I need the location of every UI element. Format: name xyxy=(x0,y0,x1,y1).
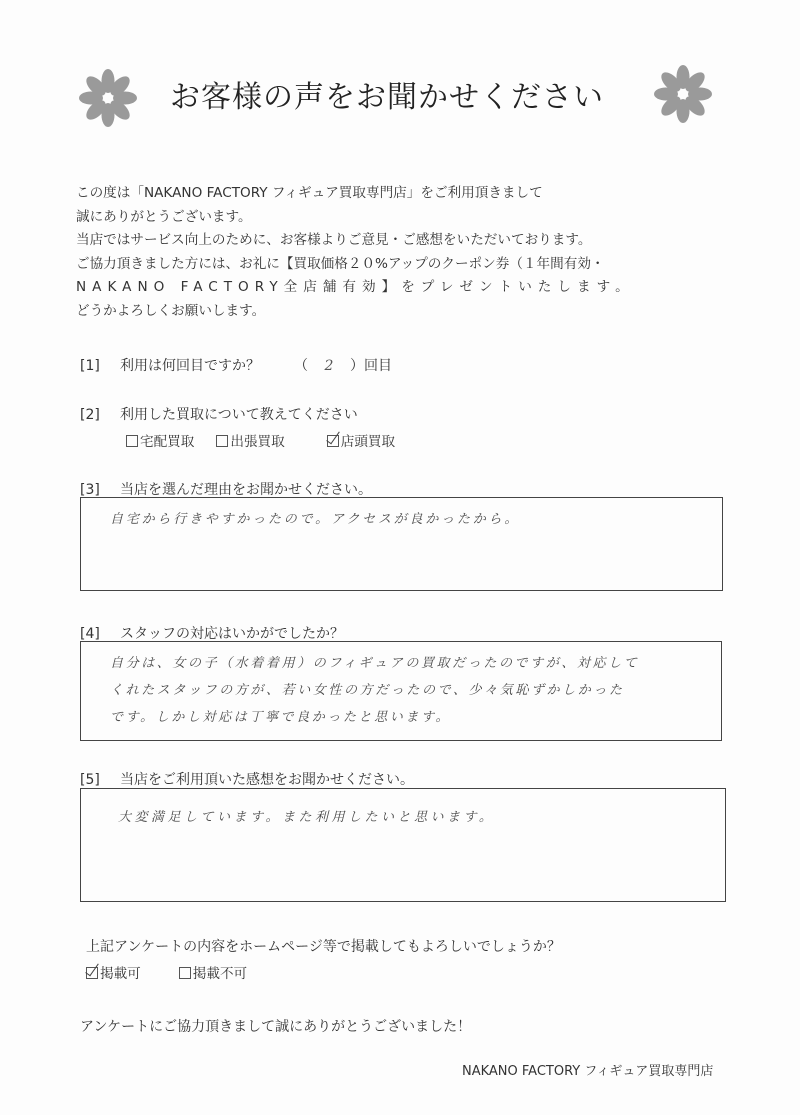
option-label: 店頭買取 xyxy=(340,434,396,450)
checkbox-checked[interactable] xyxy=(327,435,339,447)
visit-count-value[interactable]: 2 xyxy=(324,358,334,374)
question-label: 当店を選んだ理由をお聞かせください。 xyxy=(120,482,372,498)
question-5 xyxy=(80,769,414,789)
question-number: [4] xyxy=(80,626,100,642)
thanks-message: アンケートにご協力頂きまして誠にありがとうございました！ xyxy=(80,1019,472,1035)
intro-line: 誠にありがとうございます。 xyxy=(76,208,252,225)
question-label: 利用した買取について教えてください xyxy=(120,407,358,423)
checkbox-checked[interactable] xyxy=(86,967,98,979)
intro-text xyxy=(76,182,635,323)
option-label: 出張買取 xyxy=(230,434,285,450)
answer-line: です。しかし対応は丁寧で良かったと思います。 xyxy=(110,710,452,725)
option-label: 掲載不可 xyxy=(192,966,248,982)
option-allow[interactable] xyxy=(86,962,141,982)
option-delivery[interactable] xyxy=(126,430,194,450)
handwritten-answer xyxy=(110,650,639,731)
question-number: [3] xyxy=(80,482,100,498)
checkbox[interactable] xyxy=(216,435,228,447)
paren-close: ）回目 xyxy=(350,358,392,374)
option-store[interactable] xyxy=(327,430,395,450)
question-label: 当店をご利用頂いた感想をお聞かせください。 xyxy=(120,772,414,788)
question-4 xyxy=(80,623,344,643)
question-label: 利用は何回目ですか？ xyxy=(120,358,260,374)
question-number: [2] xyxy=(80,407,100,423)
page-title: お客様の声をお聞かせください xyxy=(170,80,604,115)
question-2 xyxy=(80,404,358,424)
purchase-type-options xyxy=(126,430,395,450)
question-number: [1] xyxy=(80,358,100,374)
checkbox[interactable] xyxy=(179,967,191,979)
paren-open: （ xyxy=(294,358,308,374)
intro-line: どうかよろしくお願いします。 xyxy=(76,302,266,319)
question-label: スタッフの対応はいかがでしたか？ xyxy=(120,626,344,642)
permission-question: 上記アンケートの内容をホームページ等で掲載してもよろしいでしょうか？ xyxy=(86,939,561,955)
flower-icon xyxy=(76,66,140,130)
footer-shop-name: NAKANO FACTORY フィギュア買取専門店 xyxy=(462,1064,714,1079)
question-number: [5] xyxy=(80,772,100,788)
option-label: 掲載可 xyxy=(100,966,141,982)
option-visit[interactable] xyxy=(216,430,284,450)
intro-line: 当店ではサービス向上のために、お客様よりご意見・ご感想をいただいております。 xyxy=(76,232,592,248)
intro-line: NAKANO FACTORY全店舗有効】をプレゼントいたします。 xyxy=(76,279,635,295)
option-label: 宅配買取 xyxy=(140,434,195,450)
answer-line: 自分は、女の子（水着着用）のフィギュアの買取だったのですが、対応して xyxy=(110,656,640,671)
intro-line: ご協力頂きました方には、お礼に【買取価格２０%アップのクーポン券（１年間有効・ xyxy=(76,255,605,272)
flower-icon xyxy=(651,62,715,126)
checkbox[interactable] xyxy=(126,435,138,447)
question-1 xyxy=(80,355,392,375)
option-deny[interactable] xyxy=(179,962,247,982)
answer-line: くれたスタッフの方が、若い女性の方だったので、少々気恥ずかしかった xyxy=(110,683,625,698)
permission-options xyxy=(86,962,247,982)
intro-line: この度は「NAKANO FACTORY フィギュア買取専門店」をご利用頂きまして xyxy=(76,185,543,201)
handwritten-answer: 大変満足しています。また利用したいと思います。 xyxy=(118,810,496,825)
handwritten-answer: 自宅から行きやすかったので。アクセスが良かったから。 xyxy=(110,512,521,527)
question-3 xyxy=(80,479,372,499)
